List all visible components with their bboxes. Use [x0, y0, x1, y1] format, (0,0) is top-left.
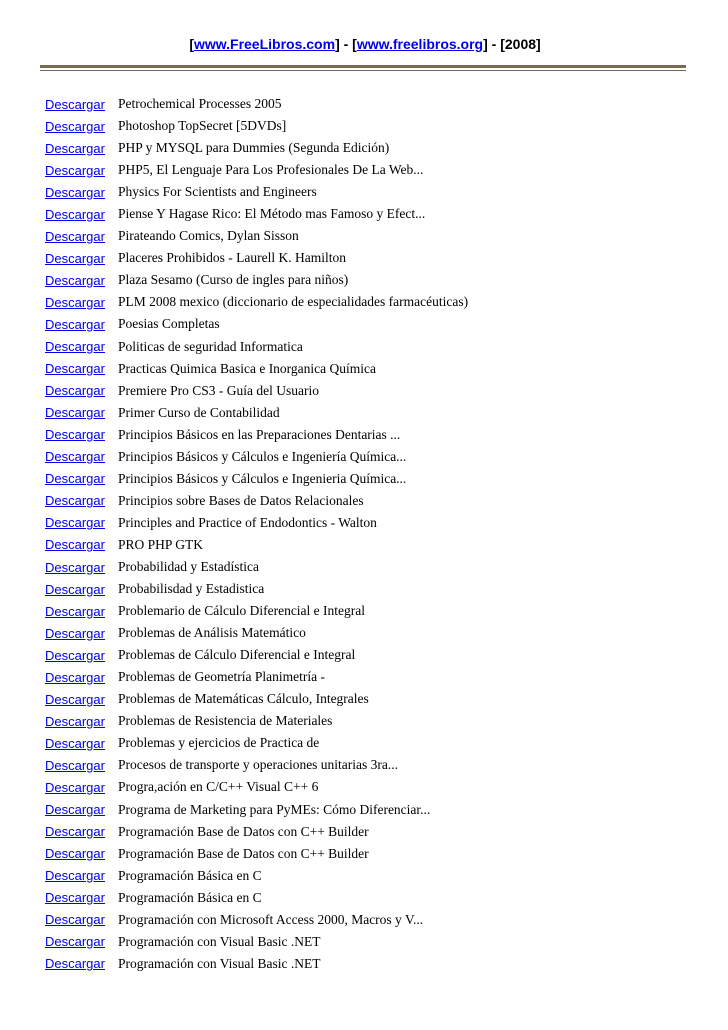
book-title: Problemas de Resistencia de Materiales [118, 713, 333, 729]
book-title: Programación con Visual Basic .NET [118, 955, 321, 971]
list-item [45, 468, 468, 490]
list-item [45, 865, 468, 887]
download-link[interactable]: Descargar [45, 250, 105, 266]
book-title: Problemas de Cálculo Diferencial e Integral [118, 647, 356, 663]
header-bracket-open: [ [189, 36, 194, 52]
book-title: Photoshop TopSecret [5DVDs] [118, 118, 287, 134]
list-item [45, 843, 468, 865]
book-title: Principios Básicos y Cálculos e Ingenieria Química... [118, 470, 407, 486]
download-link[interactable]: Descargar [45, 339, 105, 355]
list-item [45, 953, 468, 975]
list-item [45, 137, 468, 159]
book-title: Plaza Sesamo (Curso de ingles para niños) [118, 272, 349, 288]
list-item [45, 402, 468, 424]
book-title: Primer Curso de Contabilidad [118, 404, 280, 420]
download-link[interactable]: Descargar [45, 912, 105, 928]
book-title: Principios sobre Bases de Datos Relacionales [118, 492, 364, 508]
list-item [45, 291, 468, 313]
header-rule-thin [40, 70, 686, 71]
list-item [45, 666, 468, 688]
book-title: PHP5, El Lenguaje Para Los Profesionales De La Web... [118, 162, 424, 178]
download-link[interactable]: Descargar [45, 361, 105, 377]
book-title: Premiere Pro CS3 - Guía del Usuario [118, 382, 319, 398]
download-link[interactable]: Descargar [45, 471, 105, 487]
download-link[interactable]: Descargar [45, 118, 105, 134]
download-link[interactable]: Descargar [45, 757, 105, 773]
book-title: Problemario de Cálculo Diferencial e Integral [118, 603, 366, 619]
list-item [45, 887, 468, 909]
book-title: Programación Base de Datos con C++ Builder [118, 823, 369, 839]
download-link[interactable]: Descargar [45, 294, 105, 310]
list-item [45, 446, 468, 468]
list-item [45, 909, 468, 931]
list-item [45, 203, 468, 225]
list-item [45, 313, 468, 335]
list-item [45, 159, 468, 181]
download-link[interactable]: Descargar [45, 581, 105, 597]
book-title: Problemas y ejercicios de Practica de [118, 735, 320, 751]
book-title: Practicas Quimica Basica e Inorganica Química [118, 360, 377, 376]
book-title: Politicas de seguridad Informatica [118, 338, 303, 354]
download-link[interactable]: Descargar [45, 383, 105, 399]
freelibros-org-link[interactable]: www.freelibros.org [356, 36, 484, 52]
list-item [45, 534, 468, 556]
book-title: Principios Básicos en las Preparaciones Dentarias ... [118, 426, 401, 442]
download-link[interactable]: Descargar [45, 449, 105, 465]
list-item [45, 600, 468, 622]
book-title: Probabilisdad y Estadistica [118, 581, 265, 597]
download-link[interactable]: Descargar [45, 515, 105, 531]
download-link[interactable]: Descargar [45, 934, 105, 950]
download-link[interactable]: Descargar [45, 824, 105, 840]
list-item [45, 644, 468, 666]
list-item [45, 688, 468, 710]
list-item [45, 181, 468, 203]
list-item [45, 336, 468, 358]
book-title: Pirateando Comics, Dylan Sisson [118, 228, 299, 244]
download-link[interactable]: Descargar [45, 559, 105, 575]
list-item [45, 93, 468, 115]
book-title: Principios Básicos y Cálculos e Ingeniería Química... [118, 448, 407, 464]
download-link[interactable]: Descargar [45, 493, 105, 509]
download-link[interactable]: Descargar [45, 603, 105, 619]
list-item [45, 225, 468, 247]
list-item [45, 710, 468, 732]
download-link[interactable]: Descargar [45, 272, 105, 288]
book-title: Problemas de Análisis Matemático [118, 625, 306, 641]
book-title: PRO PHP GTK [118, 536, 204, 552]
download-link[interactable]: Descargar [45, 802, 105, 818]
download-link[interactable]: Descargar [45, 890, 105, 906]
book-title: Procesos de transporte y operaciones unitarias 3ra... [118, 757, 399, 773]
list-item [45, 754, 468, 776]
book-title: Problemas de Geometría Planimetría - [118, 669, 325, 685]
list-item [45, 115, 468, 137]
list-item [45, 424, 468, 446]
list-item [45, 247, 468, 269]
list-item [45, 556, 468, 578]
list-item [45, 358, 468, 380]
download-link[interactable]: Descargar [45, 184, 105, 200]
book-title: Problemas de Matemáticas Cálculo, Integrales [118, 691, 369, 707]
list-item [45, 799, 468, 821]
download-link[interactable]: Descargar [45, 625, 105, 641]
list-item [45, 821, 468, 843]
header-rule-thick [40, 65, 686, 68]
download-link[interactable]: Descargar [45, 316, 105, 332]
download-link[interactable]: Descargar [45, 228, 105, 244]
list-item [45, 931, 468, 953]
book-title: Programación Básica en C [118, 889, 262, 905]
download-link[interactable]: Descargar [45, 735, 105, 751]
download-link[interactable]: Descargar [45, 713, 105, 729]
book-title: Poesias Completas [118, 316, 220, 332]
download-link[interactable]: Descargar [45, 779, 105, 795]
download-link[interactable]: Descargar [45, 691, 105, 707]
download-link[interactable]: Descargar [45, 868, 105, 884]
book-title: Programación con Visual Basic .NET [118, 933, 321, 949]
header-year: ] - [2008] [483, 36, 541, 52]
book-title: Piense Y Hagase Rico: El Método mas Famoso y Efect... [118, 206, 426, 222]
header-separator: ] - [ [335, 36, 357, 52]
book-list [45, 93, 468, 975]
download-link[interactable]: Descargar [45, 162, 105, 178]
book-title: Probabilidad y Estadística [118, 559, 259, 574]
book-title: PHP y MYSQL para Dummies (Segunda Edición) [118, 140, 390, 156]
book-title: Placeres Prohibidos - Laurell K. Hamilton [118, 250, 346, 266]
list-item [45, 512, 468, 534]
book-title: Programación Base de Datos con C++ Builder [118, 845, 369, 861]
list-item [45, 622, 468, 644]
book-title: Programación con Microsoft Access 2000, Macros y V... [118, 911, 424, 927]
page-header [0, 36, 728, 52]
download-link[interactable]: Descargar [45, 405, 105, 421]
list-item [45, 776, 468, 798]
book-title: PLM 2008 mexico (diccionario de especialidades farmacéuticas) [118, 294, 469, 310]
download-link[interactable]: Descargar [45, 669, 105, 685]
download-link[interactable]: Descargar [45, 956, 105, 972]
list-item [45, 490, 468, 512]
book-title: Physics For Scientists and Engineers [118, 184, 317, 200]
download-link[interactable]: Descargar [45, 427, 105, 443]
book-title: Petrochemical Processes 2005 [118, 96, 282, 112]
download-link[interactable]: Descargar [45, 537, 105, 553]
download-link[interactable]: Descargar [45, 206, 105, 222]
book-title: Progra,ación en C/C++ Visual C++ 6 [118, 779, 319, 795]
list-item [45, 578, 468, 600]
download-link[interactable]: Descargar [45, 140, 105, 156]
download-link[interactable]: Descargar [45, 96, 105, 112]
download-link[interactable]: Descargar [45, 846, 105, 862]
book-title: Programación Básica en C [118, 867, 262, 883]
freelibros-com-link[interactable]: www.FreeLibros.com [193, 36, 336, 52]
list-item [45, 732, 468, 754]
list-item [45, 269, 468, 291]
download-link[interactable]: Descargar [45, 647, 105, 663]
list-item [45, 380, 468, 402]
book-title: Principles and Practice of Endodontics - Walton [118, 514, 377, 530]
book-title: Programa de Marketing para PyMEs: Cómo Diferenciar... [118, 801, 431, 817]
